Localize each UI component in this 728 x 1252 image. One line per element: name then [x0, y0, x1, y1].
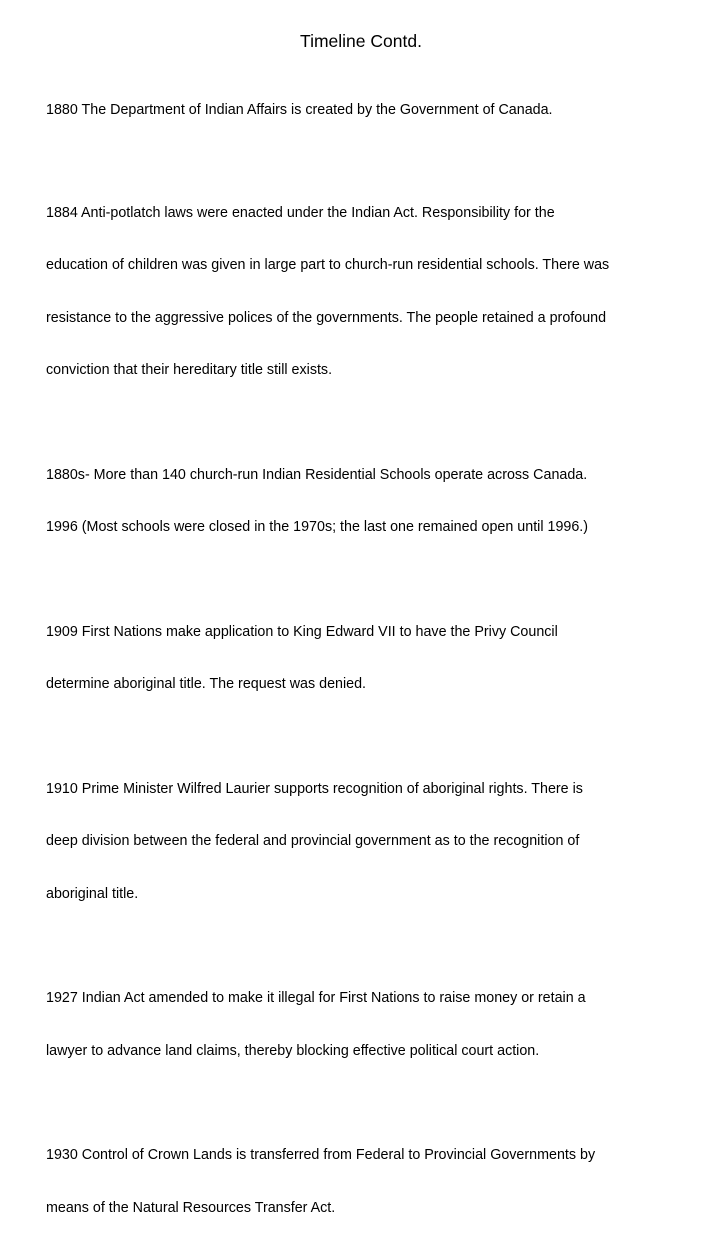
- timeline-entry-1930: [46, 1112, 676, 1252]
- timeline-entry-line: conviction that their hereditary title still exists.: [46, 362, 333, 378]
- timeline-entry-line: determine aboriginal title. The request was denied.: [46, 676, 367, 692]
- timeline-list: [46, 67, 676, 1252]
- timeline-entry-line: 1996 (Most schools were closed in the 1970s; the last one remained open until 1996.): [46, 519, 589, 535]
- timeline-entry-1880: [46, 67, 676, 155]
- timeline-entry-line: deep division between the federal and provincial government as to the recognition of: [46, 833, 580, 849]
- timeline-entry-line: 1909 First Nations make application to King Edward VII to have the Privy Council: [46, 623, 558, 640]
- timeline-entry-line: education of children was given in large part to church-run residential schools. There was: [46, 257, 610, 273]
- timeline-entry-line: resistance to the aggressive polices of the governments. The people retained a profound: [46, 309, 607, 326]
- timeline-entry-1910: [46, 746, 676, 939]
- timeline-entry-1880s-1996: [46, 432, 676, 572]
- timeline-entry-line: 1880s- More than 140 church-run Indian Residential Schools operate across Canada.: [46, 466, 588, 483]
- timeline-entry-line: 1930 Control of Crown Lands is transferred from Federal to Provincial Governments by: [46, 1147, 596, 1163]
- timeline-entry-line: 1910 Prime Minister Wilfred Laurier supports recognition of aboriginal rights. There is: [46, 780, 583, 797]
- timeline-entry-1884: [46, 170, 676, 415]
- timeline-entry-line: means of the Natural Resources Transfer Act.: [46, 1199, 336, 1216]
- timeline-entry-line: 1884 Anti-potlatch laws were enacted under the Indian Act. Responsibility for the: [46, 204, 555, 221]
- timeline-entry-line: 1880 The Department of Indian Affairs is created by the Government of Canada.: [46, 102, 553, 118]
- timeline-entry-line: aboriginal title.: [46, 885, 139, 902]
- timeline-entry-line: lawyer to advance land claims, thereby blocking effective political court action.: [46, 1042, 540, 1059]
- timeline-entry-1909: [46, 589, 676, 729]
- timeline-entry-1927: [46, 955, 676, 1095]
- timeline-entry-line: 1927 Indian Act amended to make it illegal for First Nations to raise money or retain a: [46, 990, 586, 1006]
- slide-title: Timeline Contd.: [300, 31, 422, 51]
